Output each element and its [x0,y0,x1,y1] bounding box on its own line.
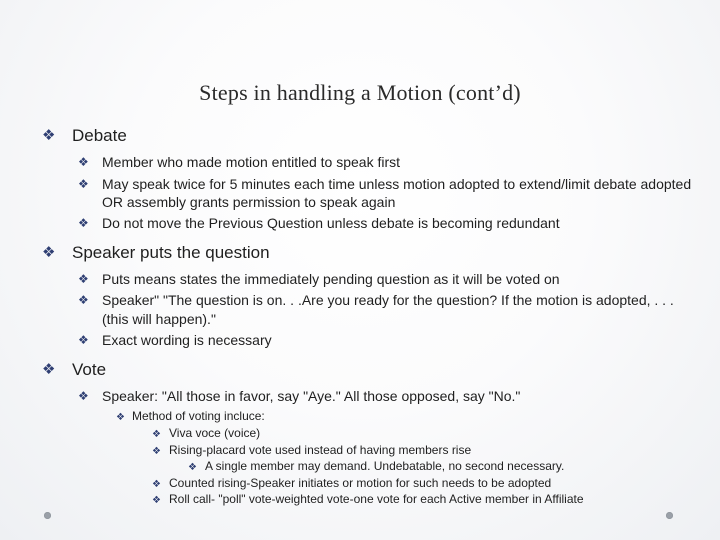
diamond-bullet-icon: ❖ [78,176,89,191]
section-heading-debate [42,126,692,145]
slide-content [42,126,692,508]
list-item-text: Viva voce (voice) [169,425,261,440]
slide-corner-dot-left [44,512,51,519]
list-item [42,409,692,425]
list-item [42,291,692,328]
section-heading-vote [42,360,692,379]
list-item [42,175,692,212]
section-heading-text: Speaker puts the question [72,242,270,262]
list-item [42,270,692,288]
list-item [42,459,692,475]
diamond-bullet-icon: ❖ [116,412,125,424]
list-item-text: Speaker: "All those in favor, say "Aye." All those opposed, say "No." [102,387,521,404]
list-item [42,426,692,442]
list-item-text: A single member may demand. Undebatable, no second necessary. [205,459,565,474]
diamond-bullet-icon: ❖ [152,428,161,440]
slide-title: Steps in handling a Motion (cont’d) [199,80,521,105]
list-item [42,476,692,492]
list-item-text: Counted rising-Speaker initiates or motion for such needs to be adopted [169,475,552,490]
diamond-bullet-icon: ❖ [78,388,89,403]
list-item-text: Roll call- "poll" vote-weighted vote-one vote for each Active member in Affiliate [169,492,584,507]
diamond-bullet-icon: ❖ [42,126,56,144]
diamond-bullet-icon: ❖ [78,293,89,308]
list-item [42,443,692,459]
section-heading-text: Debate [72,126,127,145]
diamond-bullet-icon: ❖ [78,333,89,348]
diamond-bullet-icon: ❖ [78,155,89,170]
list-item [42,214,692,232]
list-item [42,153,692,171]
list-item-text: Puts means states the immediately pending question as it will be voted on [102,270,560,287]
list-item-text: May speak twice for 5 minutes each time unless motion adopted to extend/limit debate adopted OR assembly grants permission to speak again [102,175,692,210]
diamond-bullet-icon: ❖ [78,216,89,231]
diamond-bullet-icon: ❖ [42,359,56,378]
section-heading-speaker-puts-question [42,243,692,262]
list-item-text: Do not move the Previous Question unless debate is becoming redundant [102,215,560,232]
list-item [42,492,692,508]
diamond-bullet-icon: ❖ [152,445,161,457]
diamond-bullet-icon: ❖ [152,478,161,490]
diamond-bullet-icon: ❖ [152,495,161,507]
slide-corner-dot-right [666,512,673,519]
list-item [42,331,692,349]
list-item-text: Member who made motion entitled to speak first [102,154,401,171]
diamond-bullet-icon: ❖ [78,271,89,286]
diamond-bullet-icon: ❖ [42,242,56,261]
list-item-text: Speaker" "The question is on. . .Are you ready for the question? If the motion is adopted, . . .(this will happen)." [102,292,674,327]
section-heading-text: Vote [72,359,107,379]
list-item-text: Method of voting incluce: [132,409,265,424]
list-item-text: Exact wording is necessary [102,332,272,349]
list-item-text: Rising-placard vote used instead of having members rise [169,442,472,457]
list-item [42,387,692,405]
diamond-bullet-icon: ❖ [188,462,197,474]
